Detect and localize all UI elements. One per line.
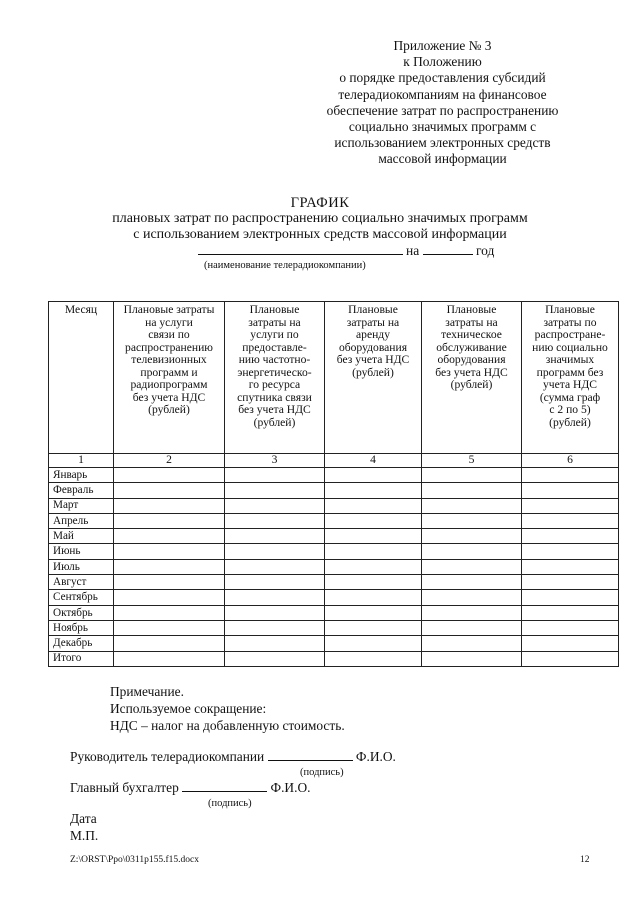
month-cell: Март: [49, 498, 114, 513]
col-header-maintenance: Плановые затраты на техническое обслуживание оборудования без учета НДС (рублей): [422, 302, 522, 454]
column-number: 5: [422, 454, 522, 468]
column-number: 4: [325, 454, 422, 468]
col-header-equipment-rent: Плановые затраты на аренду оборудования без учета НДС (рублей): [325, 302, 422, 454]
data-cell[interactable]: [422, 575, 522, 590]
month-cell: Сентябрь: [49, 590, 114, 605]
data-cell[interactable]: [325, 575, 422, 590]
data-cell[interactable]: [225, 483, 325, 498]
data-cell[interactable]: [522, 498, 619, 513]
note-abbrev-text: НДС – налог на добавленную стоимость.: [110, 717, 345, 733]
column-number-row: [49, 454, 619, 468]
data-cell[interactable]: [225, 651, 325, 666]
data-cell[interactable]: [522, 513, 619, 528]
data-cell[interactable]: [225, 544, 325, 559]
col-header-communication-costs: Плановые затраты на услуги связи по распространению телевизионных программ и радиопрограмм без учета НДС (рублей): [114, 302, 225, 454]
data-cell[interactable]: [422, 651, 522, 666]
note-block: [110, 684, 345, 734]
data-cell[interactable]: [325, 590, 422, 605]
column-number: 6: [522, 454, 619, 468]
data-cell[interactable]: [522, 605, 619, 620]
year-word: год: [475, 243, 495, 258]
data-cell[interactable]: [325, 498, 422, 513]
col-header-satellite-costs: Плановые затраты на услуги по предоставле- нию частотно- энергетическо- го ресурса спутника связи без учета НДС (рублей): [225, 302, 325, 454]
col-header-month: Месяц: [49, 302, 114, 454]
data-cell[interactable]: [522, 529, 619, 544]
data-cell[interactable]: [225, 529, 325, 544]
data-cell[interactable]: [225, 590, 325, 605]
month-cell: Апрель: [49, 513, 114, 528]
month-cell: Итого: [49, 651, 114, 666]
table-row-total: [49, 651, 619, 666]
data-cell[interactable]: [225, 605, 325, 620]
data-cell[interactable]: [114, 590, 225, 605]
data-cell[interactable]: [114, 468, 225, 483]
data-cell[interactable]: [114, 529, 225, 544]
data-cell[interactable]: [522, 468, 619, 483]
data-cell[interactable]: [422, 636, 522, 651]
table-header-row: [49, 302, 619, 454]
data-cell[interactable]: [422, 620, 522, 635]
column-number: 2: [114, 454, 225, 468]
date-label: Дата: [70, 811, 97, 826]
data-cell[interactable]: [225, 513, 325, 528]
data-cell[interactable]: [114, 513, 225, 528]
head-signature-blank[interactable]: [268, 749, 353, 761]
data-cell[interactable]: [422, 559, 522, 574]
year-blank[interactable]: [423, 243, 473, 255]
accountant-fio: Ф.И.О.: [270, 780, 311, 795]
appendix-line: использованием электронных средств: [334, 135, 551, 151]
month-cell: Май: [49, 529, 114, 544]
table-row: [49, 559, 619, 574]
table-row: [49, 636, 619, 651]
data-cell[interactable]: [325, 605, 422, 620]
data-cell[interactable]: [325, 529, 422, 544]
data-cell[interactable]: [325, 468, 422, 483]
stamp-label: М.П.: [70, 828, 99, 843]
month-cell: Октябрь: [49, 605, 114, 620]
month-cell: Июнь: [49, 544, 114, 559]
data-cell[interactable]: [422, 468, 522, 483]
table-row: [49, 544, 619, 559]
data-cell[interactable]: [114, 651, 225, 666]
data-cell[interactable]: [225, 498, 325, 513]
data-cell[interactable]: [225, 620, 325, 635]
month-cell: Февраль: [49, 483, 114, 498]
data-cell[interactable]: [522, 620, 619, 635]
title-line-2: с использованием электронных средств массовой информации: [133, 227, 507, 242]
page-number: 12: [580, 855, 590, 865]
data-cell[interactable]: [114, 575, 225, 590]
accountant-signature-blank[interactable]: [182, 780, 267, 792]
column-number: 3: [225, 454, 325, 468]
table-row: [49, 468, 619, 483]
cost-schedule-table: [48, 301, 619, 667]
data-cell[interactable]: [114, 636, 225, 651]
data-cell[interactable]: [225, 559, 325, 574]
data-cell[interactable]: [422, 590, 522, 605]
data-cell[interactable]: [422, 605, 522, 620]
appendix-header: [300, 38, 585, 168]
col-header-total: Плановые затраты по распростране- нию социально значимых программ без учета НДС (сумма граф с 2 по 5) (рублей): [522, 302, 619, 454]
month-cell: Январь: [49, 468, 114, 483]
table-row: [49, 605, 619, 620]
data-cell[interactable]: [325, 544, 422, 559]
head-fio: Ф.И.О.: [355, 749, 396, 764]
company-year-row: [80, 243, 560, 259]
table-row: [49, 590, 619, 605]
data-cell[interactable]: [522, 483, 619, 498]
appendix-line: социально значимых программ с: [348, 119, 537, 135]
data-cell[interactable]: [522, 559, 619, 574]
table-row: [49, 529, 619, 544]
data-cell[interactable]: [422, 513, 522, 528]
note-abbrev-label: Используемое сокращение:: [110, 700, 267, 716]
title-line-1: плановых затрат по распространению социально значимых программ: [112, 211, 528, 226]
data-cell[interactable]: [325, 636, 422, 651]
accountant-signature-caption: (подпись): [208, 798, 252, 809]
table-row: [49, 483, 619, 498]
accountant-label: Главный бухгалтер: [70, 780, 179, 795]
appendix-line: обеспечение затрат по распространению: [326, 102, 559, 118]
table-row: [49, 498, 619, 513]
month-cell: Ноябрь: [49, 620, 114, 635]
head-label: Руководитель телерадиокомпании: [70, 749, 265, 764]
data-cell[interactable]: [422, 544, 522, 559]
data-cell[interactable]: [325, 620, 422, 635]
data-cell[interactable]: [225, 575, 325, 590]
data-cell[interactable]: [422, 483, 522, 498]
column-number: 1: [49, 454, 114, 468]
note-title: Примечание.: [110, 684, 184, 699]
document-title: [80, 195, 560, 272]
data-cell[interactable]: [114, 498, 225, 513]
data-cell[interactable]: [325, 483, 422, 498]
data-cell[interactable]: [522, 544, 619, 559]
data-cell[interactable]: [225, 636, 325, 651]
appendix-line: массовой информации: [378, 151, 507, 167]
data-cell[interactable]: [522, 636, 619, 651]
month-cell: Август: [49, 575, 114, 590]
data-cell[interactable]: [522, 575, 619, 590]
on-word: на: [405, 243, 420, 258]
accountant-signature-row: [70, 780, 310, 796]
company-name-caption: (наименование телерадиокомпании): [204, 260, 366, 271]
data-cell[interactable]: [114, 559, 225, 574]
data-cell[interactable]: [114, 544, 225, 559]
data-cell[interactable]: [114, 605, 225, 620]
data-cell[interactable]: [522, 651, 619, 666]
head-signature-caption: (подпись): [300, 767, 344, 778]
month-cell: Июль: [49, 559, 114, 574]
table-row: [49, 575, 619, 590]
table-row: [49, 513, 619, 528]
data-cell[interactable]: [225, 468, 325, 483]
data-cell[interactable]: [325, 559, 422, 574]
title-heading: ГРАФИК: [290, 195, 350, 211]
data-cell[interactable]: [422, 529, 522, 544]
table-row: [49, 620, 619, 635]
appendix-line: Приложение № 3: [393, 38, 492, 53]
data-cell[interactable]: [114, 620, 225, 635]
appendix-line: телерадиокомпаниям на финансовое: [338, 86, 547, 102]
data-cell[interactable]: [422, 498, 522, 513]
footer-file-path: Z:\ORST\Ppo\0311p155.f15.docx: [70, 855, 199, 865]
appendix-line: к Положению: [403, 54, 482, 70]
data-cell[interactable]: [325, 513, 422, 528]
data-cell[interactable]: [114, 483, 225, 498]
appendix-line: о порядке предоставления субсидий: [339, 70, 546, 86]
month-cell: Декабрь: [49, 636, 114, 651]
company-name-blank[interactable]: [198, 243, 403, 255]
head-signature-row: [70, 749, 396, 765]
data-cell[interactable]: [325, 651, 422, 666]
data-cell[interactable]: [522, 590, 619, 605]
